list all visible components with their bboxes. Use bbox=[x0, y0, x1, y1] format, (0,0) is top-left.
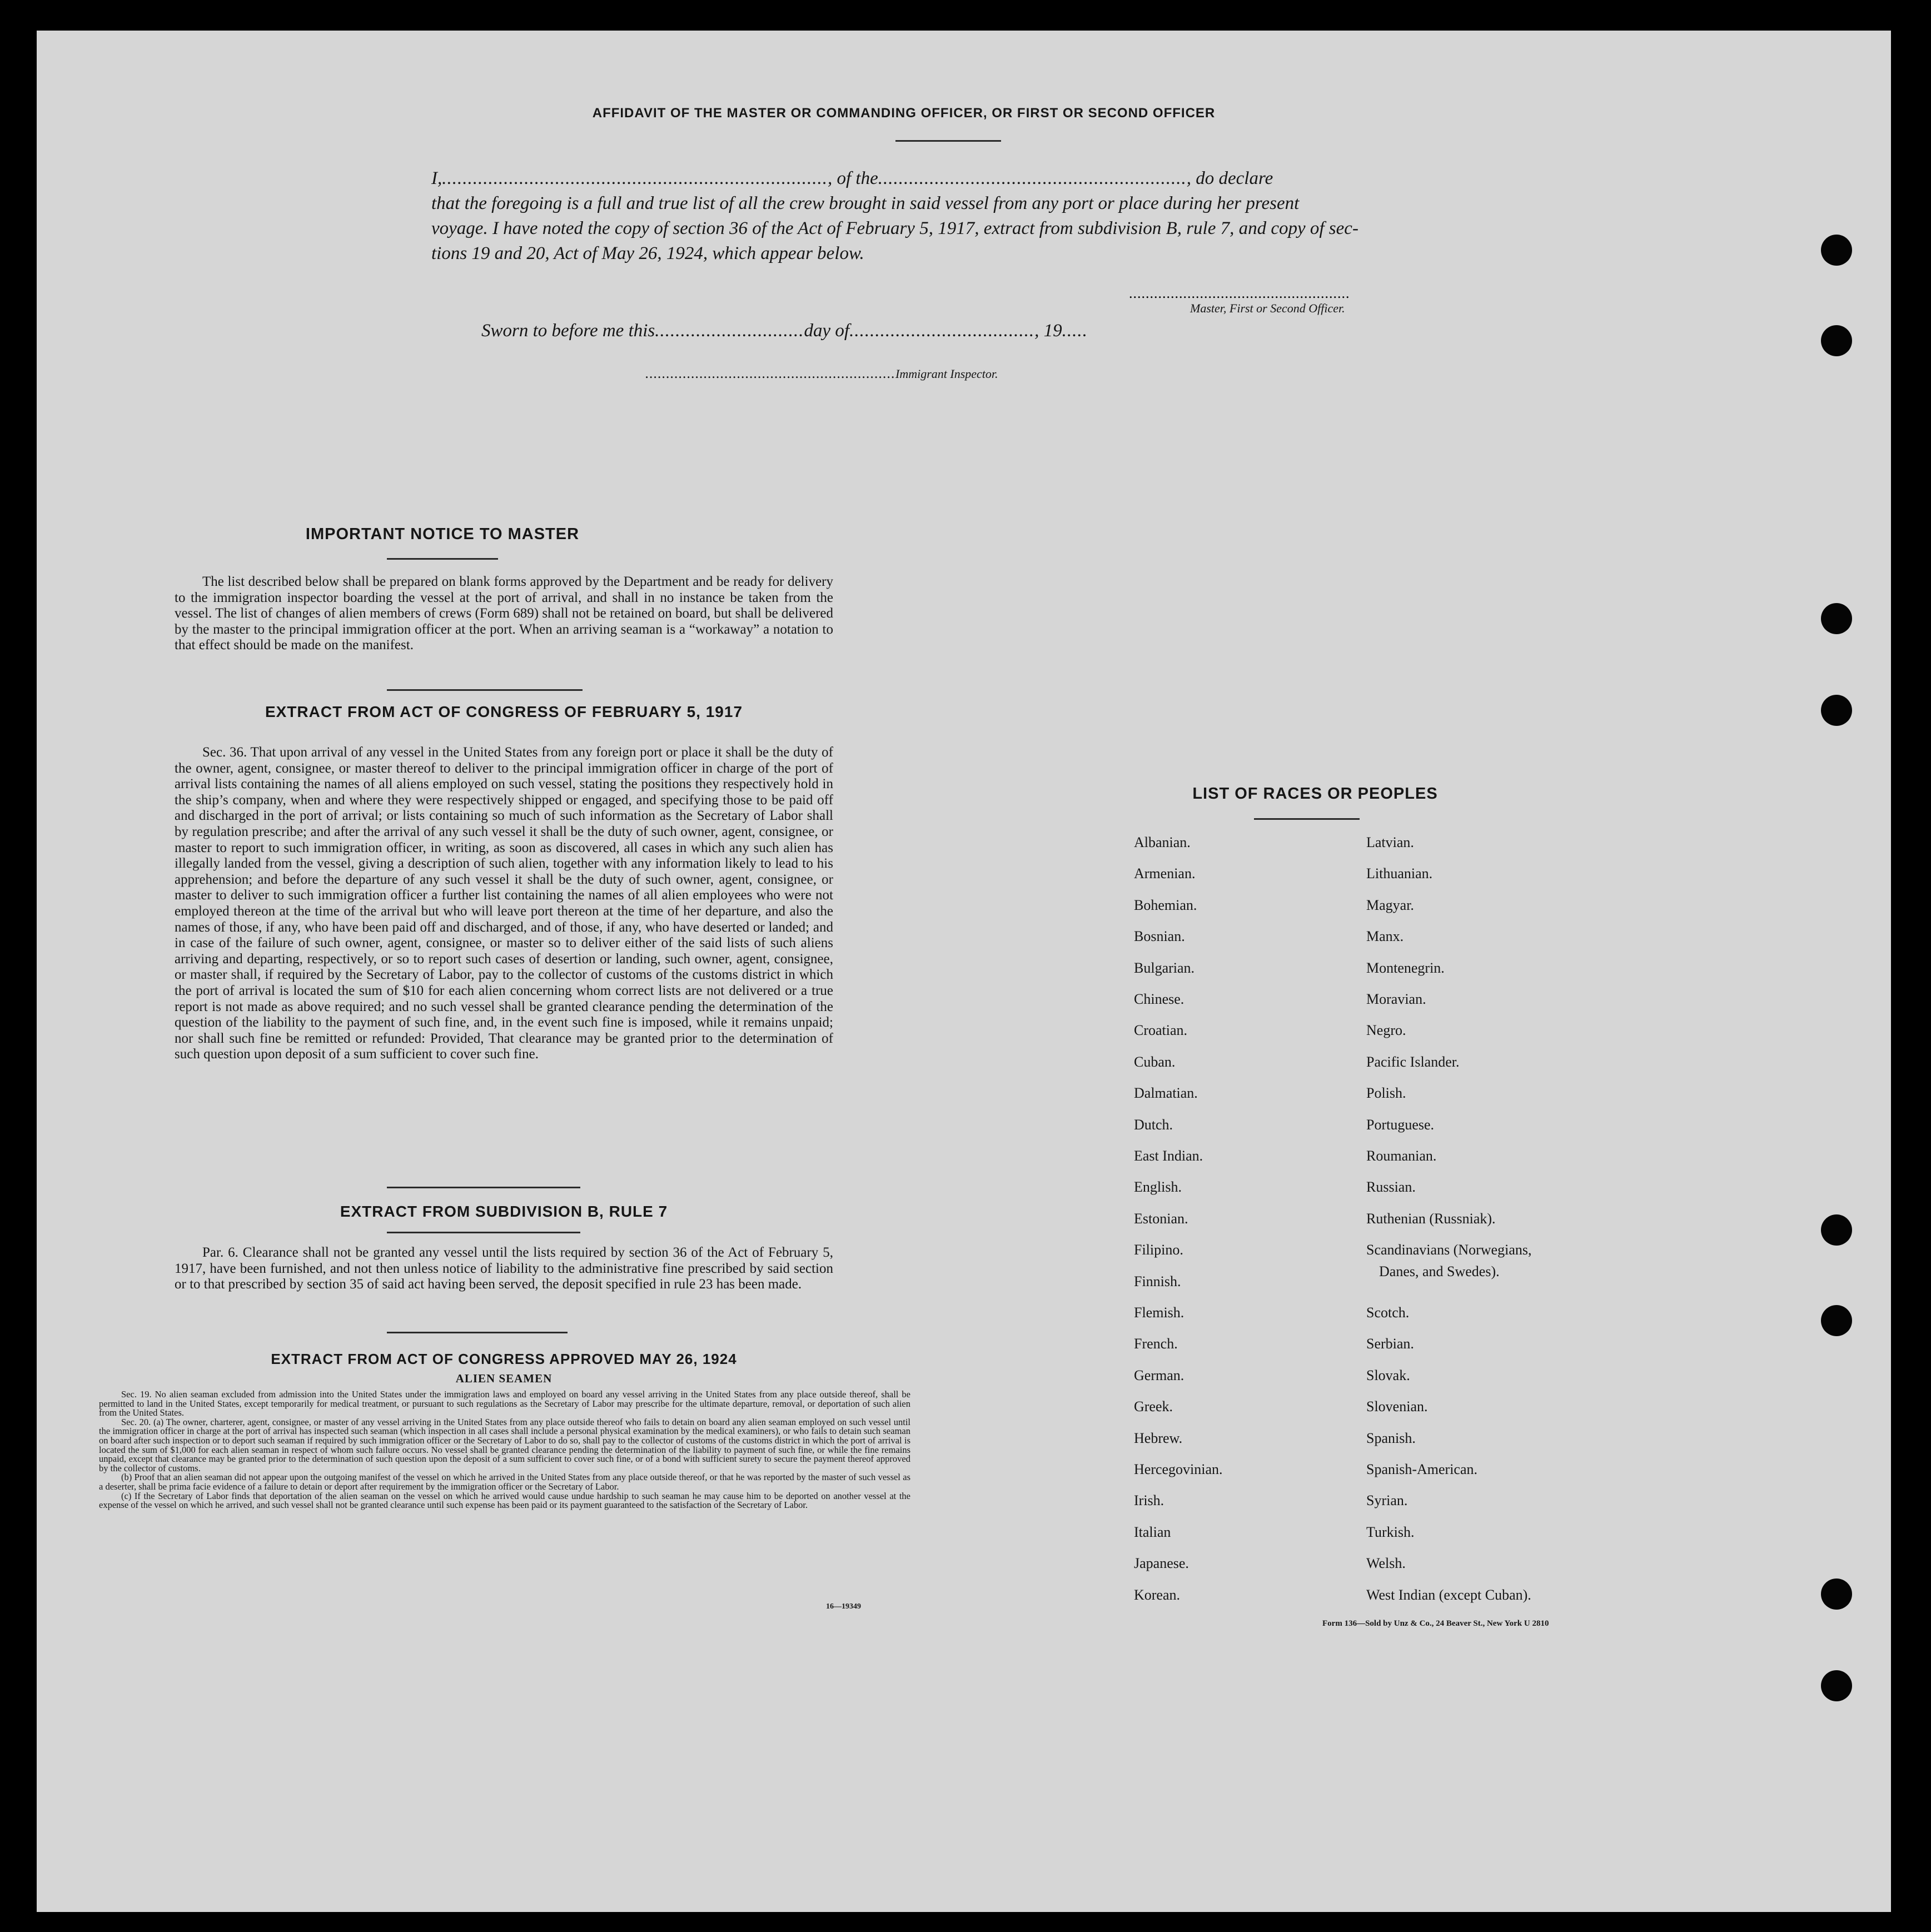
year-label: , 19 bbox=[1034, 321, 1062, 341]
race-item: Dalmatian. bbox=[1134, 1085, 1198, 1102]
race-item: Hebrew. bbox=[1134, 1430, 1183, 1446]
sec36-text: Sec. 36. That upon arrival of any vessel in the United States from any foreign port or place it shall be the duty of the owner, agent, consignee, or master thereof to deliver to the principal immigration officer in charge of the port of arrival lists containing the names of all aliens employed on such vessel, stating the positions they respectively hold in the ship’s company, when and where they were respectively shipped or engaged, and specifying those to be paid off and discharged in the port of arrival; or lists containing so much of such information as the Secretary of Labor shall by regulation prescribe; and after the arrival of any such vessel it shall be the duty of such owner, agent, consignee, or master to report to such immigration officer, in writing, as soon as discovered, all cases in which any such alien has illegally landed from the vessel, giving a description of such alien, together with any information likely to lead to his apprehension; and before the departure of any such vessel it shall be the duty of such owner, agent, consignee, or master to deliver to such immigration officer a further list containing the names of all alien employees who were not employed thereon at the time of the arrival but who will leave port thereon at the time of her departure, and also the names of those, if any, who have been paid off and discharged, and of those, if any, who have deserted or landed; and in case of the failure of such owner, agent, consignee, or master so to deliver either of the said lists of such aliens arriving and departing, respectively, or so to report such cases of desertion or landing, such owner, agent, consignee, or master shall, if required by the Secretary of Labor, pay to the collector of customs of the customs district in which the port of arrival is located the sum of $10 for each alien concerning whom correct lists are not delivered or a true report is not made as above required; and no such vessel shall be granted clearance pending the determination of the question of the liability to the payment of such fine, and, in the event such fine is imposed, while it remains unpaid; nor shall such fine be remitted or refunded: Provided, That clearance may be granted prior to the determination of such question upon deposit of a sum sufficient to cover such fine. bbox=[175, 745, 833, 1062]
race-item: Spanish. bbox=[1366, 1430, 1416, 1446]
inspector-signature-blank[interactable]: ............................................................ bbox=[645, 365, 895, 381]
race-item: Bulgarian. bbox=[1134, 959, 1195, 976]
of-the-label: , of the bbox=[828, 168, 878, 188]
affidavit-heading: AFFIDAVIT OF THE MASTER OR COMMANDING OFFICER, OR FIRST OR SECOND OFFICER bbox=[592, 106, 1216, 121]
race-item: Latvian. bbox=[1366, 834, 1414, 850]
sworn-month-blank[interactable]: .................................... bbox=[849, 321, 1035, 341]
race-item: Magyar. bbox=[1366, 897, 1414, 913]
divider bbox=[1254, 818, 1360, 820]
race-item: Polish. bbox=[1366, 1085, 1406, 1102]
master-caption: Master, First or Second Officer. bbox=[1190, 301, 1345, 315]
race-item: Portuguese. bbox=[1366, 1116, 1435, 1133]
extract-1917-heading: EXTRACT FROM ACT OF CONGRESS OF FEBRUARY 5, 1917 bbox=[265, 703, 743, 720]
divider bbox=[387, 1332, 568, 1333]
race-item: German. bbox=[1134, 1367, 1185, 1383]
punch-hole bbox=[1821, 235, 1852, 266]
race-item: Negro. bbox=[1366, 1022, 1406, 1039]
race-item: Cuban. bbox=[1134, 1053, 1176, 1070]
race-item: Greek. bbox=[1134, 1398, 1173, 1415]
declaration-line-3: voyage. I have noted the copy of section 36 of the Act of February 5, 1917, extract from subdivision B, rule 7, and copy of sec- bbox=[431, 218, 1358, 238]
inspector-line bbox=[645, 365, 998, 382]
race-item: Finnish. bbox=[1134, 1273, 1181, 1289]
race-item: Spanish-American. bbox=[1366, 1461, 1478, 1477]
document-page bbox=[37, 31, 1891, 1912]
punch-hole bbox=[1821, 695, 1852, 726]
extract-1924-heading: EXTRACT FROM ACT OF CONGRESS APPROVED MAY 26, 1924 bbox=[271, 1351, 737, 1367]
race-item: Italian bbox=[1134, 1523, 1171, 1540]
extract-1917-body bbox=[175, 745, 833, 1063]
par6-text: Par. 6. Clearance shall not be granted any vessel until the lists required by section 36 of the Act of February 5, 1917, have been furnished, and not then unless notice of liability to the administrative fine prescribed by said section or to that prescribed by section 35 of said act having been served, the deposit specified in rule 23 has been made. bbox=[175, 1245, 833, 1292]
inspector-caption: Immigrant Inspector. bbox=[895, 367, 998, 381]
race-item-continuation: Danes, and Swedes). bbox=[1379, 1263, 1500, 1279]
race-item: Estonian. bbox=[1134, 1210, 1188, 1227]
sworn-day-blank[interactable]: ............................. bbox=[655, 321, 804, 341]
race-item: Scandinavians (Norwegians, bbox=[1366, 1242, 1532, 1258]
sec20b-text: (b) Proof that an alien seaman did not appear upon the outgoing manifest of the vessel on which he arrived in the United States from any place outside thereof, or that he was reported by the master of such vessel as a deserter, shall be prima facie evidence of a failure to detain or deport after requirement by the immigration officer or the Secretary of Labor. bbox=[99, 1472, 910, 1492]
race-item: East Indian. bbox=[1134, 1148, 1203, 1164]
race-item: Irish. bbox=[1134, 1492, 1164, 1509]
master-signature-line[interactable]: ..................................................... bbox=[1129, 285, 1350, 301]
rule7-heading: EXTRACT FROM SUBDIVISION B, RULE 7 bbox=[340, 1203, 668, 1220]
race-item: Japanese. bbox=[1134, 1555, 1189, 1572]
divider bbox=[387, 558, 498, 560]
race-item: Ruthenian (Russniak). bbox=[1366, 1210, 1496, 1227]
divider bbox=[387, 1187, 580, 1188]
divider bbox=[895, 140, 1001, 142]
notice-body bbox=[175, 574, 833, 654]
race-item: Korean. bbox=[1134, 1586, 1181, 1603]
race-item: Bosnian. bbox=[1134, 928, 1185, 945]
day-of-label: day of bbox=[804, 321, 850, 341]
sec19-text: Sec. 19. No alien seaman excluded from admission into the United States under the immigration laws and employed on board any vessel arriving in the United States from any place outside thereof, shall be permitted to land in the United States, except temporarily for medical treatment, or pursuant to such regulations as the Secretary of Labor may prescribe for the ultimate departure, removal, or deportation of such alien from the United States. bbox=[99, 1389, 910, 1418]
race-item: Roumanian. bbox=[1366, 1148, 1437, 1164]
declare-label: , do declare bbox=[1186, 168, 1273, 188]
rule7-body bbox=[175, 1245, 833, 1293]
sec20c-text: (c) If the Secretary of Labor finds that deportation of the alien seaman on the vessel on which he arrived would cause undue hardship to such seaman he may cause him to be deported on another vessel at the expense of the vessel on which he arrived, and such vessel shall not be granted clearance until such expense has been paid or its payment guaranteed to the satisfaction of the Secretary of Labor. bbox=[99, 1490, 910, 1511]
print-code: 16—19349 bbox=[826, 1602, 861, 1611]
races-heading: LIST OF RACES OR PEOPLES bbox=[1192, 785, 1438, 803]
race-item: Flemish. bbox=[1134, 1304, 1185, 1321]
declaration-line-1 bbox=[431, 168, 1273, 189]
race-item: French. bbox=[1134, 1336, 1178, 1352]
punch-hole bbox=[1821, 603, 1852, 634]
race-item: Pacific Islander. bbox=[1366, 1053, 1460, 1070]
race-item: English. bbox=[1134, 1179, 1182, 1196]
vessel-blank[interactable]: ............................................................ bbox=[878, 168, 1187, 188]
notice-heading: IMPORTANT NOTICE TO MASTER bbox=[305, 525, 580, 543]
sworn-year-blank[interactable]: ..... bbox=[1062, 321, 1088, 341]
race-item: Albanian. bbox=[1134, 834, 1191, 850]
race-item: Croatian. bbox=[1134, 1022, 1188, 1039]
race-item: West Indian (except Cuban). bbox=[1366, 1586, 1531, 1603]
race-item: Serbian. bbox=[1366, 1336, 1414, 1352]
name-blank[interactable]: ........................................................................... bbox=[442, 168, 828, 188]
race-item: Scotch. bbox=[1366, 1304, 1410, 1321]
race-item: Manx. bbox=[1366, 928, 1404, 945]
notice-text: The list described below shall be prepared on blank forms approved by the Department and be ready for delivery to the immigration inspector boarding the vessel at the port of arrival, and shall in no instance be taken from the vessel. The list of changes of alien members of crews (Form 689) shall not be retained on board, but shall be delivered by the master to the principal immigration officer at the port. When an arriving seaman is a “workaway” a notation to that effect should be made on the manifest. bbox=[175, 574, 833, 653]
race-item: Welsh. bbox=[1366, 1555, 1406, 1572]
race-item: Moravian. bbox=[1366, 991, 1426, 1007]
race-item: Dutch. bbox=[1134, 1116, 1173, 1133]
race-item: Chinese. bbox=[1134, 991, 1185, 1007]
divider bbox=[387, 689, 583, 691]
extract-1924-body bbox=[99, 1390, 910, 1510]
declaration-line-2: that the foregoing is a full and true list of all the crew brought in said vessel from any port or place during her present bbox=[431, 193, 1300, 213]
punch-hole bbox=[1821, 325, 1852, 356]
race-item: Slovenian. bbox=[1366, 1398, 1428, 1415]
sec20a-text: Sec. 20. (a) The owner, charterer, agent, consignee, or master of any vessel arriving in the United States from any place outside thereof who fails to detain on board any alien seaman employed on such vessel until the immigration officer in charge at the port of arrival has inspected such seaman (which inspection in all cases shall include a personal physical examination by the medical examiners), or who fails to detain such seaman on board after such inspection or to deport such seaman if required by such immigration officer or the Secretary of Labor to do so, shall pay to the collector of customs of the customs district in which the port of arrival is located the sum of $1,000 for each alien seaman in respect of whom such failure occurs. No vessel shall be granted clearance pending the determination of the liability to payment of such fine, or while the fine remains unpaid, except that clearance may be granted prior to the determination of such question upon the deposit of a sum sufficient to cover such fine, or of a bond with sufficient surety to secure the payment thereof approved by the collector of customs. bbox=[99, 1416, 910, 1473]
alien-seamen-subheading: ALIEN SEAMEN bbox=[455, 1372, 553, 1385]
punch-hole bbox=[1821, 1579, 1852, 1610]
race-item: Slovak. bbox=[1366, 1367, 1410, 1383]
race-item: Turkish. bbox=[1366, 1523, 1415, 1540]
sworn-label: Sworn to before me this bbox=[481, 321, 655, 341]
declarant-label: I, bbox=[431, 168, 442, 188]
form-note: Form 136—Sold by Unz & Co., 24 Beaver St., New York U 2810 bbox=[1322, 1619, 1549, 1628]
punch-hole bbox=[1821, 1214, 1852, 1246]
race-item: Armenian. bbox=[1134, 865, 1196, 882]
punch-hole bbox=[1821, 1305, 1852, 1336]
race-item: Bohemian. bbox=[1134, 897, 1197, 913]
declaration-line-4: tions 19 and 20, Act of May 26, 1924, which appear below. bbox=[431, 243, 864, 263]
race-item: Filipino. bbox=[1134, 1242, 1183, 1258]
race-item: Lithuanian. bbox=[1366, 865, 1433, 882]
sworn-line bbox=[481, 321, 1088, 341]
race-item: Montenegrin. bbox=[1366, 959, 1445, 976]
race-item: Hercegovinian. bbox=[1134, 1461, 1223, 1477]
divider bbox=[387, 1232, 580, 1233]
punch-hole bbox=[1821, 1670, 1852, 1701]
race-item: Russian. bbox=[1366, 1179, 1416, 1196]
race-item: Syrian. bbox=[1366, 1492, 1408, 1509]
